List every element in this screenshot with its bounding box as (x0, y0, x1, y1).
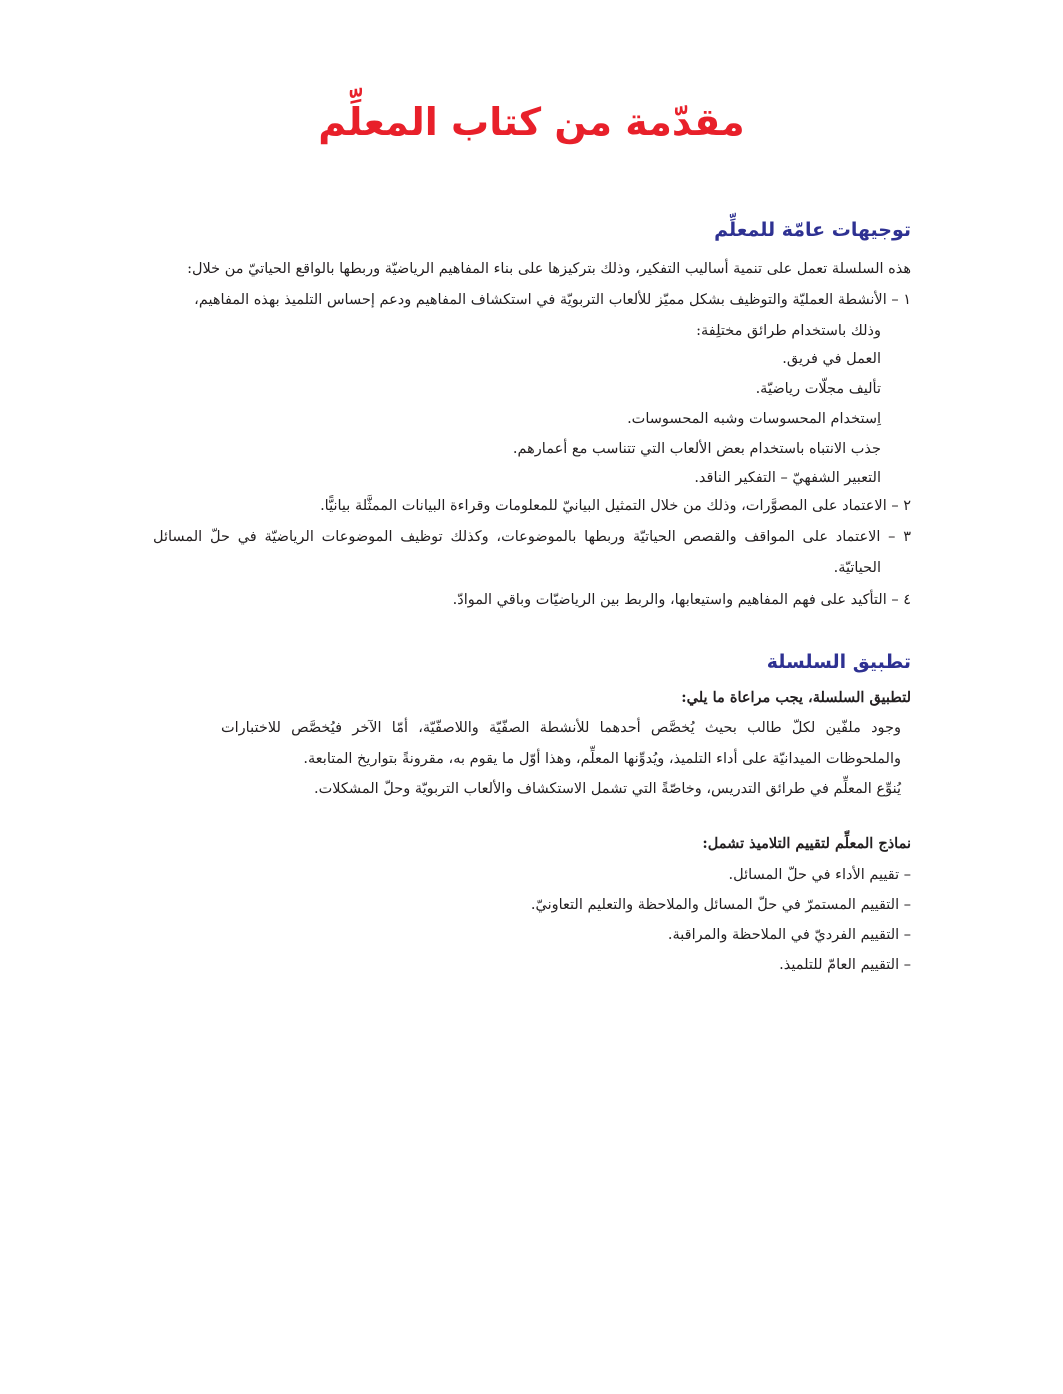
assessment-item: – التقييم العامّ للتلميذ. (779, 957, 911, 973)
page-title: مقدّمة من كتاب المعلِّم (318, 100, 745, 144)
list-item-1: ١ – الأنشطة العمليّة والتوظيف بشكل مميّز للألعاب التربويّة في استكشاف المفاهيم ودعم إحساس التلميذ بهذه المفاهيم، (194, 292, 911, 308)
method-item: اِستخدام المحسوسات وشبه المحسوسات. (627, 411, 881, 427)
list-item-3: ٣ – الاعتماد على المواقف والقصص الحياتيّة وربطها بالموضوعات، وكذلك توظيف الموضوعات الرياضيّة في حلّ المسائل (153, 529, 911, 545)
method-item: التعبير الشفهيّ – التفكير الناقد. (694, 470, 881, 486)
list-item-4: ٤ – التأكيد على فهم المفاهيم واستيعابها، والربط بين الرياضيّات وباقي الموادّ. (452, 592, 911, 608)
application-line: والملحوظات الميدانيّة على أداء التلميذ، ويُدوِّنها المعلِّم، وهذا أوّل ما يقوم به، مقرونةً بتواريخ المتابعة. (303, 751, 901, 767)
intro-paragraph: هذه السلسلة تعمل على تنمية أساليب التفكير، وذلك بتركيزها على بناء المفاهيم الرياضيّة وربطها بالواقع الحياتيّ من خلال: (187, 261, 911, 277)
list-item-2: ٢ – الاعتماد على المصوَّرات، وذلك من خلال التمثيل البيانيّ للمعلومات وقراءة البيانات الممثَّلة بيانيًّا. (320, 498, 911, 514)
method-item: جذب الانتباه باستخدام بعض الألعاب التي تتناسب مع أعمارهم. (512, 441, 881, 457)
application-line: وجود ملفّين لكلّ طالب بحيث يُخصَّص أحدهما للأنشطة الصفّيّة واللاصفّيّة، أمّا الآخر فيُخصَّص للاختبارات (221, 720, 901, 736)
method-item: العمل في فريق. (782, 351, 881, 367)
list-item-3-continuation: الحياتيّة. (833, 560, 881, 576)
application-lead: لتطبيق السلسلة، يجب مراعاة ما يلي: (681, 689, 911, 706)
assessment-item: – تقييم الأداء في حلّ المسائل. (728, 867, 911, 883)
section-heading-general-guidance: توجيهات عامّة للمعلِّم (714, 219, 911, 241)
assessment-item: – التقييم الفرديّ في الملاحظة والمراقبة. (667, 927, 911, 943)
assessment-item: – التقييم المستمرّ في حلّ المسائل والملاحظة والتعليم التعاونيّ. (530, 897, 911, 913)
list-item-1-continuation: وذلك باستخدام طرائق مختلِفة: (696, 323, 881, 339)
method-item: تأليف مجلّات رياضيّة. (755, 381, 881, 397)
application-line: يُنوِّع المعلِّم في طرائق التدريس، وخاصّةً التي تشمل الاستكشاف والألعاب التربويّة وحلّ المشكلات. (314, 781, 901, 797)
assessment-lead: نماذج المعلِّم لتقييم التلاميذ تشمل: (702, 835, 911, 852)
section-heading-series-application: تطبيق السلسلة (766, 651, 911, 673)
